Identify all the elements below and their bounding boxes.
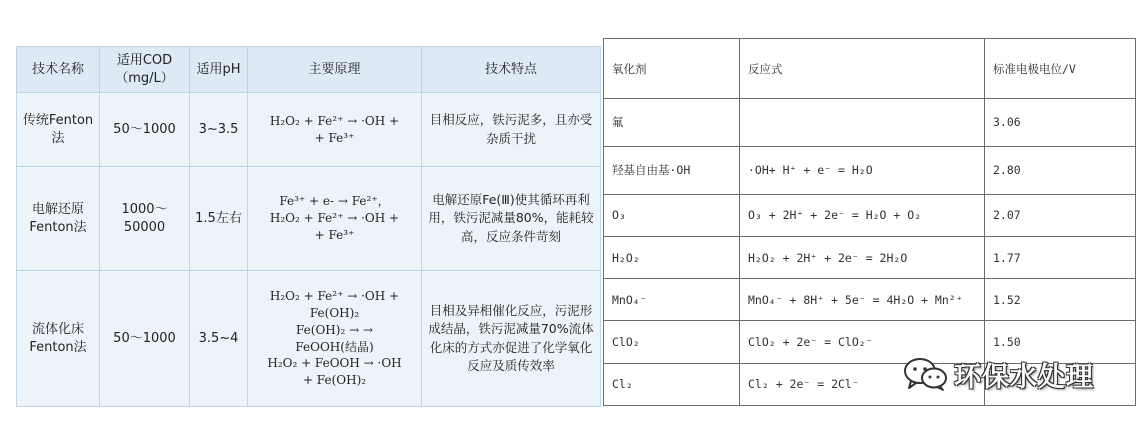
- potential-cell: 1.50: [985, 321, 1136, 363]
- principle-line: H₂O₂ + Fe²⁺ → ·OH +: [269, 211, 400, 226]
- fenton-technology-table: [16, 46, 601, 407]
- header-principle: 主要原理: [248, 47, 422, 93]
- potential-cell: 2.80: [985, 146, 1136, 194]
- header-potential: 标准电极电位/V: [985, 39, 1136, 99]
- table-row: [17, 271, 601, 407]
- principle-cell: [248, 167, 422, 271]
- reaction-cell: [740, 99, 985, 147]
- principle-line: Fe³⁺ + e- → Fe²⁺，: [279, 194, 390, 209]
- tech-name-cell: 电解还原Fenton法: [17, 167, 100, 271]
- header-reaction: 反应式: [740, 39, 985, 99]
- table-row: [17, 167, 601, 271]
- cod-cell: 1000～50000: [100, 167, 190, 271]
- reaction-cell: Cl₂ + 2e⁻ = 2Cl⁻: [740, 363, 985, 405]
- header-cod: 适用COD（mg/L）: [100, 47, 190, 93]
- table-row: [17, 93, 601, 167]
- principle-line: + Fe³⁺: [314, 130, 355, 145]
- oxidant-cell: Cl₂: [604, 363, 740, 405]
- principle-line: FeOOH(结晶): [295, 339, 374, 354]
- header-features: 技术特点: [422, 47, 601, 93]
- tech-name-cell: 流体化床Fenton法: [17, 271, 100, 407]
- cod-cell: 50～1000: [100, 93, 190, 167]
- table-row: [604, 236, 1136, 278]
- oxidant-cell: ClO₂: [604, 321, 740, 363]
- principle-line: Fe(OH)₂: [309, 305, 360, 320]
- header-ph: 适用pH: [190, 47, 248, 93]
- table-header-row: [17, 47, 601, 93]
- oxidant-cell: 氟: [604, 99, 740, 147]
- wechat-logo-icon: [902, 357, 948, 391]
- oxidant-cell: MnO₄⁻: [604, 279, 740, 321]
- table-row: [604, 99, 1136, 147]
- oxidant-cell: O₃: [604, 194, 740, 236]
- oxidant-cell: 羟基自由基·OH: [604, 146, 740, 194]
- feature-cell: 电解还原Fe(Ⅲ)使其循环再利用，铁污泥减量80%，能耗较高，反应条件苛刻: [422, 167, 601, 271]
- principle-line: H₂O₂ + Fe²⁺ → ·OH +: [269, 289, 400, 304]
- ph-cell: 3~3.5: [190, 93, 248, 167]
- fenton-technology-table-panel: [16, 46, 600, 406]
- reaction-cell: ClO₂ + 2e⁻ = ClO₂⁻: [740, 321, 985, 363]
- header-tech-name: 技术名称: [17, 47, 100, 93]
- principle-cell: [248, 271, 422, 407]
- principle-line: H₂O₂ + FeOOH → ·OH: [267, 356, 402, 371]
- oxidant-cell: H₂O₂: [604, 236, 740, 278]
- potential-cell: 1.52: [985, 279, 1136, 321]
- potential-cell: 3.06: [985, 99, 1136, 147]
- principle-line: H₂O₂ + Fe²⁺ → ·OH +: [269, 113, 400, 128]
- watermark-text: 环保水处理: [954, 361, 1094, 393]
- table-row: [604, 146, 1136, 194]
- reaction-cell: ·OH+ H⁺ + e⁻ = H₂O: [740, 146, 985, 194]
- table-header-row: [604, 39, 1136, 99]
- reaction-cell: MnO₄⁻ + 8H⁺ + 5e⁻ = 4H₂O + Mn²⁺: [740, 279, 985, 321]
- potential-cell: 1.77: [985, 236, 1136, 278]
- ph-cell: 3.5~4: [190, 271, 248, 407]
- header-oxidant: 氧化剂: [604, 39, 740, 99]
- reaction-cell: O₃ + 2H⁺ + 2e⁻ = H₂O + O₂: [740, 194, 985, 236]
- principle-line: + Fe³⁺: [314, 227, 355, 242]
- reaction-cell: H₂O₂ + 2H⁺ + 2e⁻ = 2H₂O: [740, 236, 985, 278]
- ph-cell: 1.5左右: [190, 167, 248, 271]
- watermark: [902, 356, 1094, 392]
- oxidant-potential-table: [603, 38, 1136, 406]
- feature-cell: 目相及异相催化反应，污泥形成结晶，铁污泥减量70%流体化床的方式亦促进了化学氧化反应及质传效率: [422, 271, 601, 407]
- feature-cell: 目相反应，铁污泥多，且亦受杂质干扰: [422, 93, 601, 167]
- cod-cell: 50～1000: [100, 271, 190, 407]
- table-row: [604, 279, 1136, 321]
- tech-name-cell: 传统Fenton法: [17, 93, 100, 167]
- principle-line: + Fe(OH)₂: [302, 373, 367, 388]
- table-row: [604, 194, 1136, 236]
- principle-cell: [248, 93, 422, 167]
- principle-line: Fe(OH)₂ → →: [296, 322, 373, 337]
- potential-cell: 2.07: [985, 194, 1136, 236]
